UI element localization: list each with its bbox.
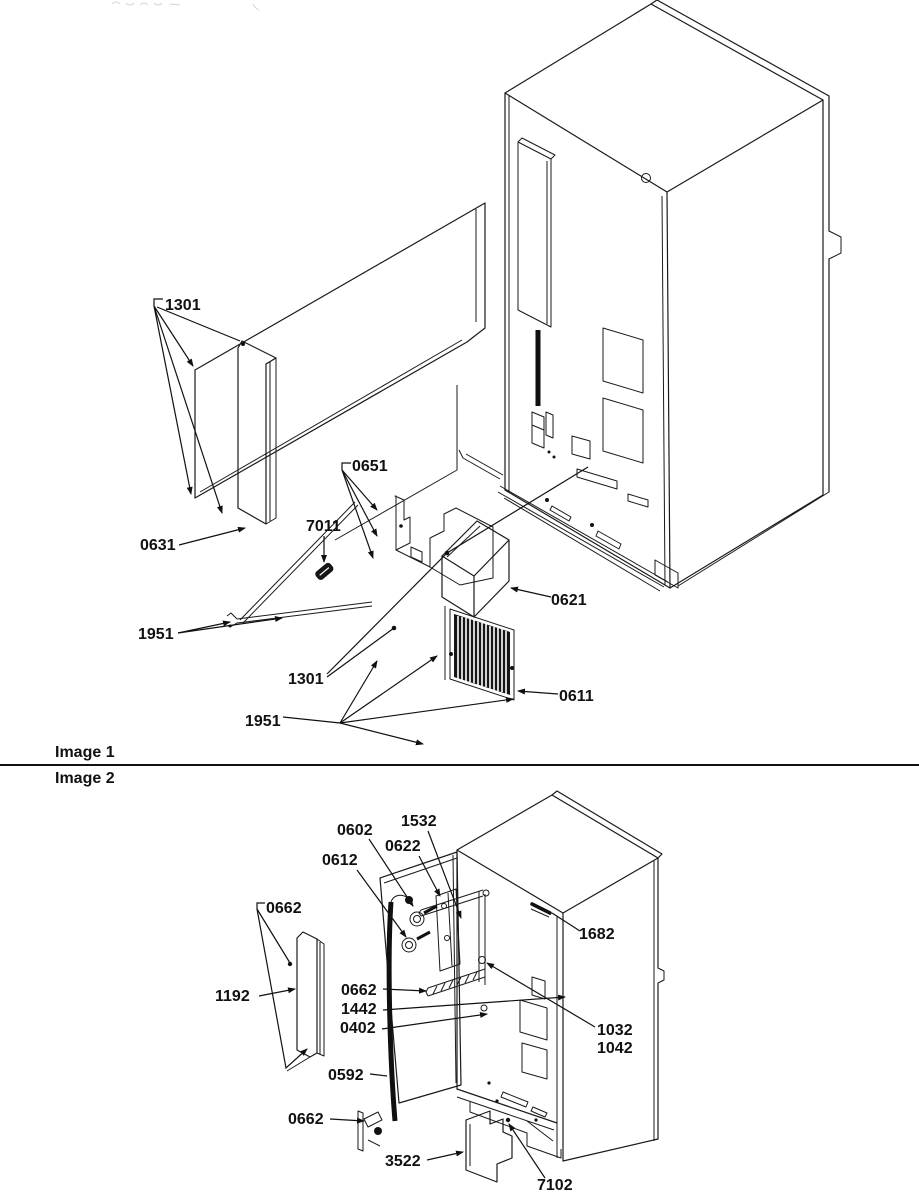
image1-diagram — [138, 0, 841, 744]
callout-1192: 1192 — [215, 988, 250, 1005]
callout-0592: 0592 — [328, 1067, 364, 1084]
callout-0631: 0631 — [140, 537, 176, 554]
callout-0662-top: 0662 — [266, 900, 302, 917]
cabinet-rear-view — [505, 0, 841, 588]
drier-fitting — [315, 562, 335, 580]
cabinet-back-left-view — [457, 791, 664, 1161]
callout-0622: 0622 — [385, 838, 421, 855]
callout-1682: 1682 — [579, 926, 615, 943]
callout-7011: 7011 — [306, 518, 341, 535]
callout-0651: 0651 — [352, 458, 388, 475]
drain-bracket — [466, 1111, 512, 1182]
image2-diagram — [215, 791, 664, 1194]
callout-3522: 3522 — [385, 1153, 421, 1170]
callout-1042: 1042 — [597, 1040, 633, 1057]
panel-stud-lower — [481, 1005, 487, 1011]
corner-clip-pin — [532, 904, 550, 913]
image1-leaders — [154, 299, 588, 744]
condenser-coil — [445, 606, 514, 700]
callout-1032: 1032 — [597, 1022, 633, 1039]
callout-1301-lower: 1301 — [288, 671, 324, 688]
image1-callouts — [138, 297, 594, 730]
callout-1951-upper: 1951 — [138, 626, 174, 643]
callout-0402: 0402 — [340, 1020, 376, 1037]
callout-1442: 1442 — [341, 1001, 377, 1018]
image2-callouts — [215, 813, 633, 1194]
callout-7102: 7102 — [537, 1177, 573, 1194]
refrigerant-tube-assembly — [227, 502, 372, 628]
page-edge-artifact — [112, 2, 259, 10]
callout-0612: 0612 — [322, 852, 358, 869]
cabinet-back-details — [518, 138, 648, 507]
callout-0602: 0602 — [337, 822, 373, 839]
condenser-fins — [458, 616, 506, 694]
bolt-head-upper — [410, 912, 424, 926]
bolt-head-lower — [402, 938, 416, 952]
section-label-image1: Image 1 — [55, 744, 115, 761]
callout-0662-mid: 0662 — [341, 982, 377, 999]
section-label-image2: Image 2 — [55, 770, 115, 787]
callout-0611: 0611 — [559, 688, 594, 705]
bottom-clamp-fitting — [358, 1111, 382, 1151]
callout-0621: 0621 — [551, 592, 587, 609]
bottom-rail — [459, 450, 678, 591]
callout-1532: 1532 — [401, 813, 437, 830]
foam-seal-strip — [426, 969, 485, 996]
callout-1951-lower: 1951 — [245, 713, 281, 730]
panel-stud-upper — [479, 957, 486, 964]
side-trim-panel — [238, 341, 276, 524]
callout-1301-top: 1301 — [165, 297, 201, 314]
callout-0662-bot: 0662 — [288, 1111, 324, 1128]
bolt-shank-lower — [417, 932, 430, 939]
